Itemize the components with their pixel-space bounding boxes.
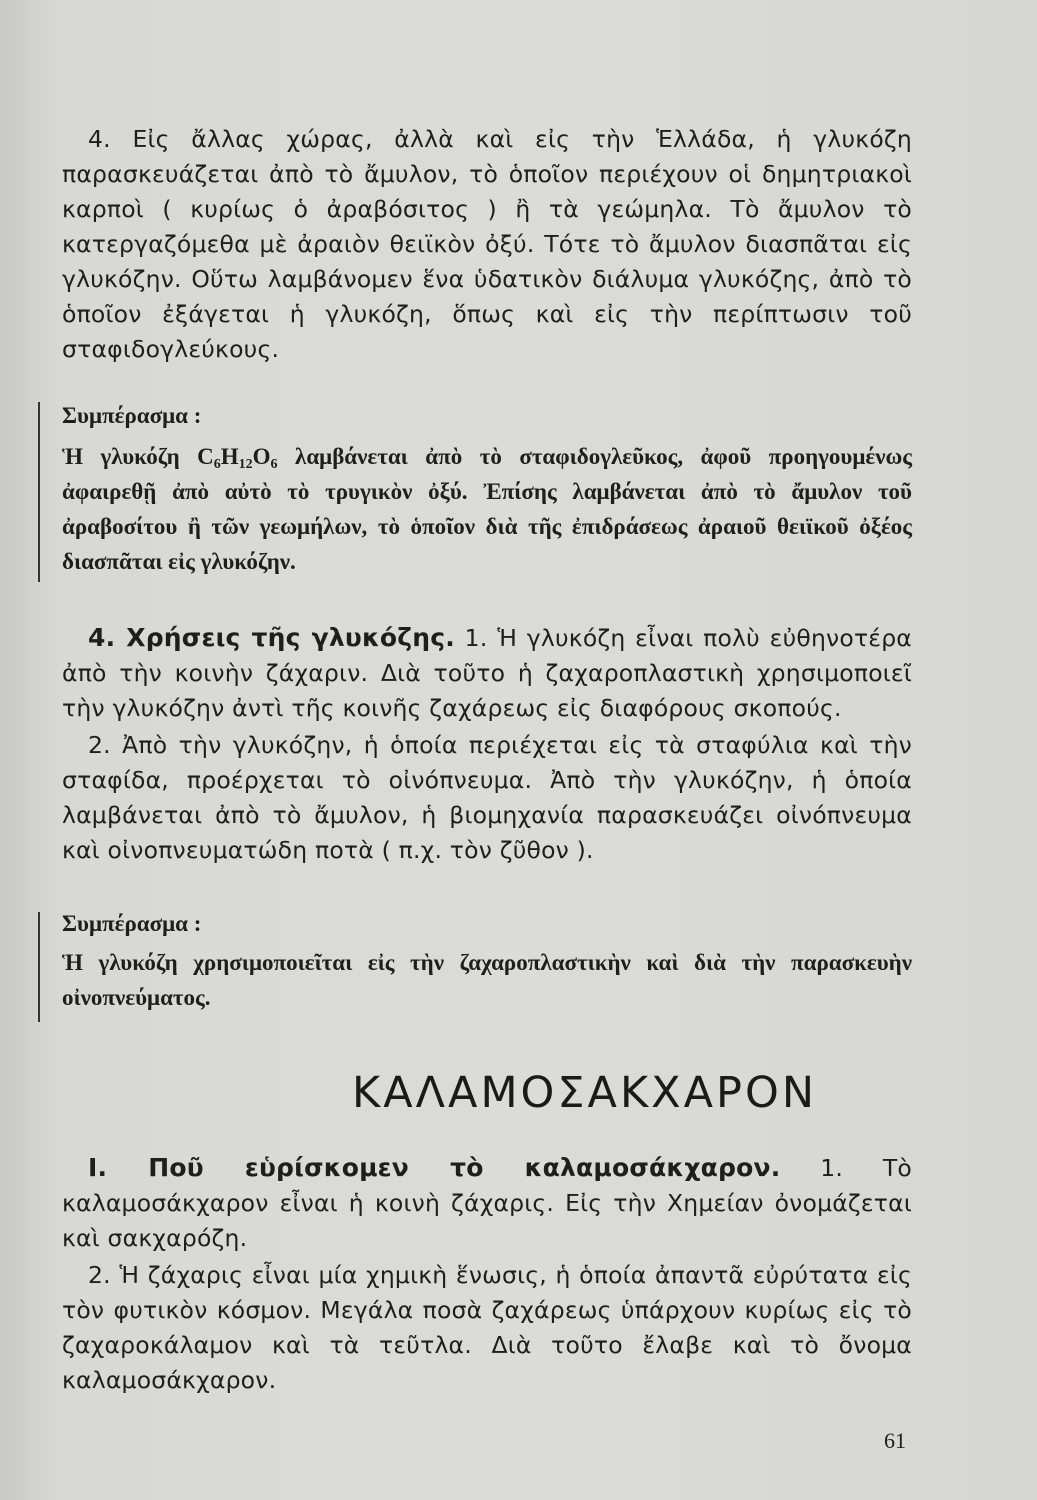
- paragraph-text: 4. Εἰς ἄλλας χώρας, ἀλλὰ καὶ εἰς τὴν Ἑλλάδα, ἡ γλυκόζη παρασκευάζεται ἀπὸ τὸ ἄμυλον, τὸ ὁποῖον περιέχουν οἱ δημητριακοὶ καρποὶ ( κυρίως ὁ ἀραβόσιτος ) ἢ τὰ γεώμηλα. Τὸ ἄμυλον τὸ κατεργαζόμεθα μὲ ἀραιὸν θειϊκὸν ὀξύ. Τότε τὸ ἄμυλον διασπᾶται εἰς γλυκόζην. Οὕτω λαμβάνομεν ἕνα ὑδατικὸν διάλυμα γλυκόζης, ἀπὸ τὸ ὁποῖον ἐξάγεται ἡ γλυκόζη, ὅπως καὶ εἰς τὴν περίπτωσιν τοῦ σταφιδογλεύκους.: [62, 125, 912, 363]
- section-title: ΚΑΛΑΜΟΣΑΚΧΑΡΟΝ: [352, 1068, 817, 1118]
- summary-title: Συμπέρασμα :: [62, 911, 202, 936]
- uses-paragraph-1: [62, 620, 912, 726]
- sugar-p1-text: 1. Τὸ καλαμοσάκχαρον εἶναι ἡ κοινὴ ζάχαρις. Εἰς τὴν Χημείαν ὀνομάζεται καὶ σακχαρόζη.: [62, 1154, 912, 1252]
- formula-sub-c: 6: [213, 457, 221, 472]
- formula-o: O: [252, 444, 271, 469]
- uses-p1-text: 1. Ἡ γλυκόζη εἶναι πολὺ εὐθηνοτέρα ἀπὸ τὴν κοινὴν ζάχαριν. Διὰ τοῦτο ἡ ζαχαροπλαστικὴ χρησιμοποιεῖ τὴν γλυκόζην ἀντὶ τῆς κοινῆς ζαχάρεως εἰς διαφόρους σκοπούς.: [62, 624, 912, 722]
- summary-text: Ἡ γλυκόζη χρησιμοποιεῖται εἰς τὴν ζαχαροπλαστικὴν καὶ διὰ τὴν παρασκευὴν οἰνοπνεύματος.: [62, 950, 912, 1010]
- summary-box-1: [62, 398, 912, 579]
- page-number: 61: [884, 1428, 906, 1453]
- summary-text: [62, 439, 912, 579]
- section-cane-sugar: [62, 1150, 912, 1398]
- summary-text-end: λαμβάνεται ἀπὸ τὸ σταφιδογλεῦκος, ἀφοῦ προηγουμένως ἀφαιρεθῇ ἀπὸ αὐτὸ τὸ τρυγικὸν ὀξύ. Ἐπίσης λαμβάνεται ἀπὸ τὸ ἄμυλον τοῦ ἀραβοσίτου ἢ τῶν γεωμήλων, τὸ ὁποῖον διὰ τῆς ἐπιδράσεως ἀραιοῦ θειϊκοῦ ὀξέος διασπᾶται εἰς γλυκόζην.: [62, 444, 912, 574]
- summary-title: Συμπέρασμα :: [62, 403, 202, 428]
- uses-paragraph-2: 2. Ἀπὸ τὴν γλυκόζην, ἡ ὁποία περιέχεται εἰς τὰ σταφύλια καὶ τὴν σταφίδα, προέρχεται τὸ οἰνόπνευμα. Ἀπὸ τὴν γλυκόζην, ἡ ὁποία λαμβάνεται ἀπὸ τὸ ἄμυλον, ἡ βιομηχανία παρασκευάζει οἰνόπνευμα καὶ οἰνοπνευματώδη ποτὰ ( π.χ. τὸν ζῦθον ).: [62, 731, 912, 864]
- section-uses-of-glucose: [62, 620, 912, 868]
- uses-heading: 4. Χρήσεις τῆς γλυκόζης.: [88, 623, 455, 652]
- summary-box-2: [62, 906, 912, 1015]
- formula-sub-o: 6: [270, 457, 278, 472]
- formula-h: H: [220, 444, 239, 469]
- sugar-paragraph-1: [62, 1150, 912, 1256]
- sugar-heading: Ι. Ποῦ εὑρίσκομεν τὸ καλαμοσάκχαρον.: [88, 1153, 781, 1182]
- sugar-paragraph-2: 2. Ἡ ζάχαρις εἶναι μία χημικὴ ἕνωσις, ἡ ὁποία ἀπαντᾶ εὐρύτατα εἰς τὸν φυτικὸν κόσμον. Μεγάλα ποσὰ ζαχάρεως ὑπάρχουν κυρίως εἰς τὸ ζαχαροκάλαμον καὶ τὰ τεῦτλα. Διὰ τοῦτο ἔλαβε καὶ τὸ ὄνομα καλαμοσάκχαρον.: [62, 1261, 912, 1394]
- paragraph-glucose-production: [62, 122, 912, 367]
- summary-rule: [38, 912, 40, 1022]
- summary-rule: [38, 402, 40, 582]
- formula-sub-h: 12: [238, 457, 253, 472]
- summary-text-start: Ἡ γλυκόζη C: [62, 444, 214, 469]
